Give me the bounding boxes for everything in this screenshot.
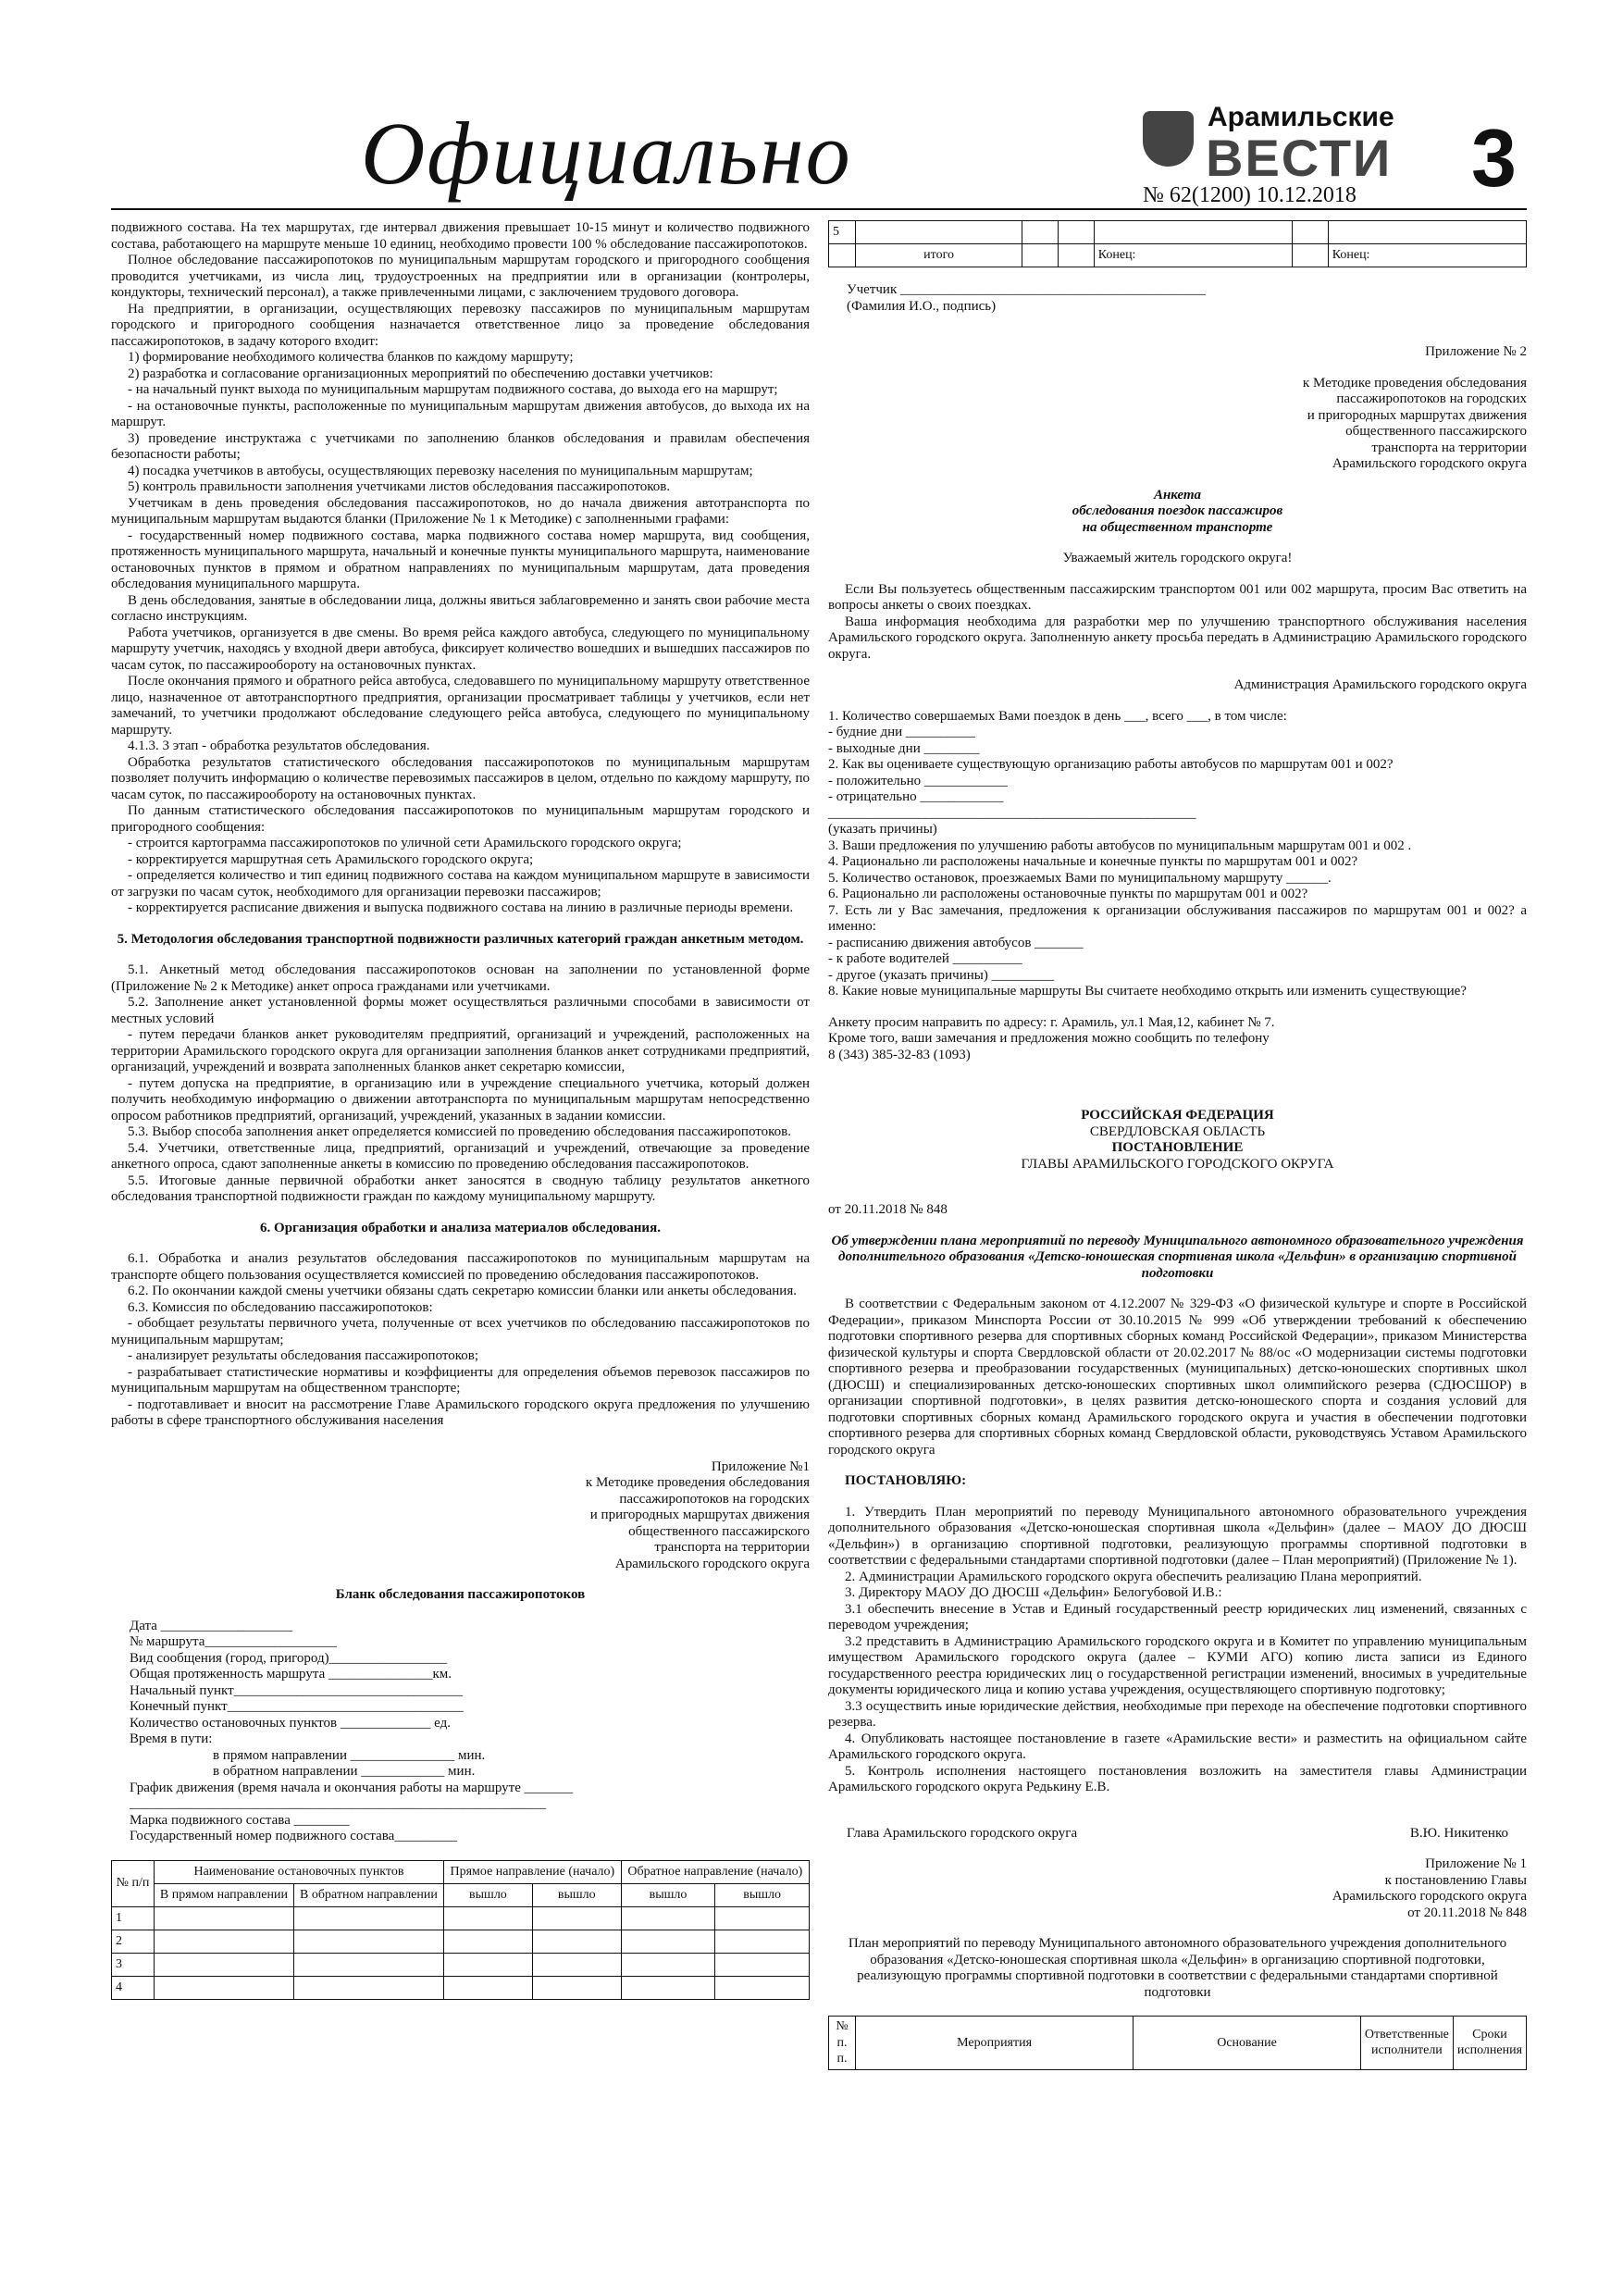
left-column [111,220,810,2000]
appendix-caption: общественного пассажирского [1345,424,1527,439]
question: 4. Рационально ли расположены начальные и конечные пункты по маршрутам 001 и 002? [828,854,1358,869]
question: - другое (указать причины) _________ [828,967,1055,983]
form-field: График движения (время начала и окончания работы на маршруте _______ [130,1780,574,1795]
decree-date: от 20.11.2018 № 848 [828,1202,948,1217]
appendix-caption: пассажиропотоков на городских [619,1491,810,1507]
table-header: вышло [444,1883,533,1906]
paragraph: - путем допуска на предприятие, в организацию или в учреждение специального учетчика, который должен получить необходимую информацию о движении автотранспорта по муниципальным маршрутам непосредственно опросом работников предприятий, организаций, учреждений, указанных в задании комиссии. [111,1075,810,1123]
paragraph: - подготавливает и вносит на рассмотрение Главе Арамильского городского округа предложения по улучшению работы в сфере транспортного обслуживания населения [111,1396,810,1428]
paragraph: Если Вы пользуетесь общественным пассажирским транспортом 001 или 002 маршрута, просим Вас ответить на вопросы анкеты о своих поездках. [828,581,1527,613]
appendix-caption: к постановлению Главы [1384,1872,1527,1888]
appendix-caption: Арамильского городского округа [614,1556,810,1571]
plan-title: План мероприятий по переводу Муниципального автономного образовательного учреждения дополнительного образования «Детско-юношеская спортивная школа «Дельфин» в организацию спортивной подготовки, реализующую программы спортивной подготовки в соответствии с федеральными стандартами спортивной подготовки [848,1936,1507,2000]
survey-table [111,1860,810,2000]
form-field: в прямом направлении _______________ мин. [213,1747,486,1763]
questionnaire-title: на общественном транспорте [1082,519,1273,535]
questionnaire-title: обследования поездок пассажиров [1072,503,1283,518]
question: 5. Количество остановок, проезжаемых Вами по муниципальному маршруту ______. [828,870,1332,886]
decree-title: Об утверждении плана мероприятий по переводу Муниципального автономного образовательного учреждения дополнительного образования «Детско-юношеская спортивная школа «Дельфин» в организацию спортивной подготовки [831,1233,1524,1281]
paragraph: - на начальный пункт выхода по муниципальным маршрутам подвижного состава, до выхода его на маршрут; [128,382,778,397]
table-header: Основание [1134,2017,1361,2070]
question: - расписанию движения автобусов _______ [828,935,1084,950]
appendix-caption: Приложение № 2 [1425,344,1527,359]
paragraph: - на остановочные пункты, расположенные по муниципальным маршрутам движения автобусов, до выхода их на маршрут. [111,398,810,429]
greeting: Уважаемый житель городского округа! [1062,551,1293,565]
question: 6. Рационально ли расположены остановочные пункты по маршрутам 001 и 002? [828,887,1308,901]
paragraph: - определяется количество и тип единиц подвижного состава на каждом муниципальном маршруте в зависимости от загрузки по часам суток, необходимого для организации перевозки пассажиров; [111,868,810,900]
paragraph: 5. Контроль исполнения настоящего постановления возложить на заместителя главы Администрации Арамильского городского округа Редькину Е.В. [828,1763,1527,1794]
paragraph: 4.1.3. 3 этап - обработка результатов обследования. [128,738,430,753]
appendix-caption: транспорта на территории [654,1540,810,1555]
table-row: 2 [112,1930,810,1953]
header-rule [111,208,1527,210]
newspaper-logo [1143,102,1402,185]
paragraph: 4) посадка учетчиков в автобусы, осуществляющих перевозку населения по муниципальным маршрутам; [128,463,753,478]
signature-title: Глава Арамильского городского округа [847,1825,1078,1841]
table-header: В обратном направлении [293,1883,443,1906]
form-field: в обратном направлении ____________ мин. [213,1764,476,1779]
section-heading: 5. Методология обследования транспортной подвижности различных категорий граждан анкетным методом. [117,931,804,947]
paragraph: Работа учетчиков, организуется в две смены. Во время рейса каждого автобуса, следующего по муниципальному маршруту учетчик, находясь у входной двери автобуса, фиксирует количество вошедших и вышедших пассажиров по часам суток, по пассажирообороту на остановочных пунктах. [111,625,810,673]
rubric-title: Официально [361,104,852,203]
form-title: Бланк обследования пассажиропотоков [335,1587,586,1602]
paragraph: 5) контроль правильности заполнения учетчиками листов обследования пассажиропотоков. [128,479,671,494]
paragraph: подвижного состава. На тех маршрутах, где интервал движения превышает 10-15 минут и количество подвижного состава, работающего на маршруте меньше 10 единиц, необходимо провести 100 % обследование пассажиропотоков. [111,220,810,252]
paragraph: После окончания прямого и обратного рейса автобуса, следовавшего по муниципальному маршруту ответственное лицо, назначенное от автотранспортного предприятия, организации просматривает таблицы у учетчиков, если нет замечаний, то учетчики продолжают обследование следующего рейса автобуса, следующего по муниципальному маршруту. [111,674,810,738]
logo-top-text: Арамильские [1208,102,1394,132]
paragraph: - анализирует результаты обследования пассажиропотоков; [128,1348,478,1363]
table-header: вышло [532,1883,621,1906]
signature-name: В.Ю. Никитенко [1409,1825,1508,1841]
paragraph: - разрабатывает статистические нормативы и коэффициенты для определения объемов перевозок пассажиров по муниципальным маршрутам на общественном транспорте; [111,1364,810,1396]
table-header: вышло [715,1883,810,1906]
questionnaire-title: Анкета [1153,487,1202,503]
form-field: Марка подвижного состава ________ [130,1812,350,1828]
signature-row [828,1826,1527,1843]
paragraph: 2) разработка и согласование организационных мероприятий по обеспечению доставки учетчиков: [128,366,713,381]
paragraph: Полное обследование пассажиропотоков по муниципальным маршрутам городского и пригородного сообщения проводится учетчиками, из числа лиц, трудоустроенных на предприятии или в организации (контролеры, кондукторы, технический персонал), а также привлеченными лицами, с заключением трудового договора. [111,253,810,300]
paragraph: - корректируется расписание движения и выпуска подвижного состава на линию в различные периоды времени. [128,900,794,915]
appendix-caption: транспорта на территории [1371,440,1527,455]
table-header: вышло [621,1883,715,1906]
table-row: итого Конец: Конец: [829,244,1527,267]
counter-signature-caption: (Фамилия И.О., подпись) [847,298,997,314]
question: 2. Как вы оцениваете существующую организацию работы автобусов по маршрутам 001 и 002? [828,757,1394,772]
paragraph: 6.3. Комиссия по обследованию пассажиропотоков: [128,1299,433,1315]
paragraph: Анкету просим направить по адресу: г. Арамиль, ул.1 Мая,12, кабинет № 7. [828,1014,1275,1030]
paragraph: 2. Администрации Арамильского городского округа обеспечить реализацию Плана мероприятий. [845,1569,1422,1584]
table-row: 5 [829,221,1527,244]
paragraph: 5.1. Анкетный метод обследования пассажиропотоков основан на заполнении по установленной форме (Приложение № 2 к Методике) анкет опроса гражданами или учетчиками. [111,962,810,994]
paragraph: 5.2. Заполнение анкет установленной формы может осуществляться различными способами в зависимости от местных условий [111,995,810,1026]
masthead [111,74,1527,207]
appendix-caption: общественного пассажирского [628,1523,810,1539]
appendix-caption: Приложение № 1 [1425,1856,1527,1871]
appendix-caption: и пригородных маршрутах движения [1307,407,1527,423]
table-header: Ответственные исполнители [1360,2017,1453,2070]
paragraph: 3.3 осуществить иные юридические действия, необходимые при переходе на обеспечение подготовки спортивного резерва. [828,1698,1527,1730]
table-header: Мероприятия [856,2017,1134,2070]
appendix-caption: Приложение №1 [711,1458,810,1474]
paragraph: - государственный номер подвижного состава, марка подвижного состава номер маршрута, вид сообщения, протяженность муниципального маршрута, начальный и конечные пункты муниципального маршрута, наименование остановочных пунктов в прямом и обратном направлениях по муниципальным маршрутам, дата проведения обследования муниципального маршрута. [111,527,810,591]
paragraph: Кроме того, ваши замечания и предложения можно сообщить по телефону [828,1031,1270,1046]
paragraph: 3. Директору МАОУ ДО ДЮСШ «Дельфин» Белогубовой И.В.: [845,1585,1222,1600]
question: - положительно ____________ [828,773,1008,788]
form-field: ____________________________________________________________ [130,1796,546,1811]
paragraph: - обобщает результаты первичного учета, полученные от всех учетчиков по обследованию пассажиропотоков по муниципальным маршрутам; [111,1316,810,1347]
form-field: Общая протяженность маршрута _______________км. [130,1667,452,1682]
appendix-caption: от 20.11.2018 № 848 [1407,1905,1527,1920]
paragraph: 5.5. Итоговые данные первичной обработки анкет заносятся в сводную таблицу результатов анкетного обследования транспортной подвижности граждан по каждому муниципальному маршруту. [111,1173,810,1204]
decree-header: РОССИЙСКАЯ ФЕДЕРАЦИЯ [1081,1108,1274,1123]
form-field: Количество остановочных пунктов _____________ ед. [130,1715,451,1731]
paragraph: 5.4. Учетчики, ответственные лица, предприятий, организаций и учреждений, отвечающие за проведение анкетного опроса, сдают заполненные анкеты в комиссию по проведению обследования пассажиропотоков. [111,1140,810,1172]
form-field: Начальный пункт_________________________________ [130,1682,464,1698]
table-header: Наименование остановочных пунктов [154,1860,443,1883]
signature: Администрация Арамильского городского округа [1233,677,1527,692]
paragraph: - строится картограмма пассажиропотоков по уличной сети Арамильского городского округа; [128,836,682,850]
paragraph: На предприятии, в организации, осуществляющих перевозку пассажиров по муниципальным маршрутам городского и пригородного сообщения назначается ответственное лицо за проведение обследования пассажиропотоков, в задачу которого входит: [111,301,810,349]
question: _____________________________________________________ [828,805,1196,821]
question: 3. Ваши предложения по улучшению работы автобусов по муниципальным маршрутам 001 и 002 . [828,838,1412,853]
paragraph: 6.2. По окончании каждой смены учетчики обязаны сдать секретарю комиссии бланки или анкеты обследования. [128,1284,797,1298]
survey-table-continued [828,220,1527,267]
paragraph: 3.1 обеспечить внесение в Устав и Единый государственный реестр юридических лиц изменений, связанных с переводом учреждения; [828,1601,1527,1632]
paragraph: Учетчикам в день проведения обследования пассажиропотоков, но до начала движения автотранспорта по муниципальным маршрутам выдаются бланки (Приложение № 1 к Методике) с заполненными графами: [111,495,810,527]
paragraph: Ваша информация необходима для разработки мер по улучшению транспортного обслуживания населения Арамильского городского округа. Заполненную анкету просьба передать в Администрацию Арамильского городского округа. [828,614,1527,662]
appendix-caption: к Методике проведения обследования [585,1475,810,1490]
decree-header: СВЕРДЛОВСКАЯ ОБЛАСТЬ [1089,1123,1266,1139]
form-field: Время в пути: [130,1731,213,1746]
question: - выходные дни ________ [828,740,980,756]
page-number: 3 [1471,112,1517,204]
form-field: Дата ___________________ [130,1618,293,1633]
question: (указать причины) [828,822,937,837]
question: - будние дни __________ [828,725,975,739]
table-header: № п. п. [829,2017,856,2070]
form-field: Государственный номер подвижного состава_________ [130,1829,457,1843]
decree-header: ПОСТАНОВЛЕНИЕ [1111,1140,1244,1155]
form-field: Вид сообщения (город, пригород)_________________ [130,1650,448,1666]
decree-resolve: ПОСТАНОВЛЯЮ: [845,1473,967,1488]
decree-header: ГЛАВЫ АРАМИЛЬСКОГО ГОРОДСКОГО ОКРУГА [1021,1156,1334,1172]
appendix-caption: и пригородных маршрутах движения [589,1508,810,1522]
paragraph: Обработка результатов статистического обследования пассажиропотоков по муниципальным маршрутам позволяет получить информацию о количестве перевозимых пассажиров в целом, отдельно по каждому маршруту, по часам суток, по пассажирообороту на остановочных пунктах. [111,754,810,802]
paragraph: 1) формирование необходимого количества бланков по каждому маршруту; [128,350,574,365]
paragraph: 6.1. Обработка и анализ результатов обследования пассажиропотоков по муниципальным маршрутам на транспорте общего пользования осуществляется комиссией по проведению обследования пассажиропотоков. [111,1251,810,1283]
question: - к работе водителей __________ [828,951,1022,966]
paragraph: В соответствии с Федеральным законом от 4.12.2007 № 329-ФЗ «О физической культуре и спорте в Российской Федерации», приказом Минспорта России от 30.10.2015 № 999 «Об утверждении требований к обеспечению подготовки спортивного резерва для спортивных сборных команд Российской Федерации», приказом Министерства физической культуры и спорта Свердловской области от 20.02.2017 № 88/ос «О модернизации системы подготовки спортивного резерва и преобразовании государственных (муниципальных) детско-юношеских спортивных школ (ДЮСШ) и специализированных детско-юношеских спортивных школ олимпийского резерва (СДЮСШОР) в организации спортивной подготовки», в целях развития детско-юношеского спорта и создания условий для подготовки спортивных сборных команд Арамильского городского округа и участия в обеспечении подготовки спортивного резерва для спортивных сборных команд Свердловской области, руководствуясь Уставом Арамильского городского округа [828,1297,1527,1458]
question: - отрицательно ____________ [828,789,1004,804]
table-header: Обратное направление (начало) [621,1860,809,1883]
question: 8. Какие новые муниципальные маршруты Вы считаете необходимо открыть или изменить существующие? [828,984,1467,999]
paragraph: 5.3. Выбор способа заполнения анкет определяется комиссией по проведению обследования пассажиропотоков. [128,1124,791,1139]
appendix-caption: Арамильского городского округа [1332,1889,1527,1904]
appendix-caption: к Методике проведения обследования [1302,375,1527,391]
phone: 8 (343) 385-32-83 (1093) [828,1047,971,1062]
issue-number: № 62(1200) 10.12.2018 [1143,183,1357,207]
section-heading: 6. Организация обработки и анализа материалов обследования. [260,1220,661,1235]
plan-table [828,2016,1527,2070]
table-header: Сроки исполнения [1453,2017,1526,2070]
paragraph: 4. Опубликовать настоящее постановление в газете «Арамильские вести» и разместить на официальном сайте Арамильского городского округа. [828,1731,1527,1762]
form-field: № маршрута___________________ [130,1634,337,1649]
table-header: Прямое направление (начало) [444,1860,622,1883]
appendix-caption: пассажиропотоков на городских [1336,391,1527,406]
counter-signature: Учетчик ____________________________________________ [847,282,1206,297]
form-field: Конечный пункт__________________________________ [130,1699,464,1714]
paragraph: - корректируется маршрутная сеть Арамильского городского округа; [128,851,534,867]
question: 7. Есть ли у Вас замечания, предложения к организации обслуживания пассажиров по маршрутам 001 и 002? а именно: [828,902,1527,934]
paragraph: - путем передачи бланков анкет руководителям предприятий, организаций и учреждений, расположенных на территории Арамильского городского округа для организации заполнения бланков анкет сотрудниками предприятий, организаций, учреждений и возврата заполненных бланков анкет секретарю комиссии, [111,1027,810,1074]
appendix-caption: Арамильского городского округа [1332,456,1527,471]
paragraph: 3.2 представить в Администрацию Арамильского городского округа и в Комитет по управлению муниципальным имуществом Арамильского городского округа (далее – КУМИ АГО) копию листа записи из Единого государственного реестра юридических лиц о государственной регистрации изменений, вносимых в учредительные документы юридического лица и копию устава учреждения, осуществляющего спортивную подготовку; [828,1633,1527,1697]
paragraph: 1. Утвердить План мероприятий по переводу Муниципального автономного образовательного учреждения дополнительного образования «Детско-юношеская спортивная школа «Дельфин» (далее – МАОУ ДО ДЮСШ «Дельфин») в организацию спортивной подготовки, реализующую программы спортивной подготовки в соответствии с федеральными стандартами спортивной подготовки (далее – План мероприятий) (Приложение № 1). [828,1504,1527,1568]
table-row: 4 [112,1976,810,1999]
table-header: № п/п [112,1860,155,1906]
right-column [828,220,1527,2070]
coat-of-arms-icon [1143,111,1194,167]
table-header: В прямом направлении [154,1883,293,1906]
paragraph: В день обследования, занятые в обследовании лица, должны явиться заблаговременно и занять свои рабочие места согласно инструкциям. [111,592,810,624]
table-row: 3 [112,1953,810,1976]
logo-main-text: ВЕСТИ [1206,129,1393,187]
table-row: 1 [112,1906,810,1930]
paragraph: По данным статистического обследования пассажиропотоков по муниципальным маршрутам городского и пригородного сообщения: [111,803,810,835]
question: 1. Количество совершаемых Вами поездок в день ___, всего ___, в том числе: [828,708,1287,724]
paragraph: 3) проведение инструктажа с учетчиками по заполнению бланков обследования и правилам обеспечения безопасности работы; [111,430,810,462]
